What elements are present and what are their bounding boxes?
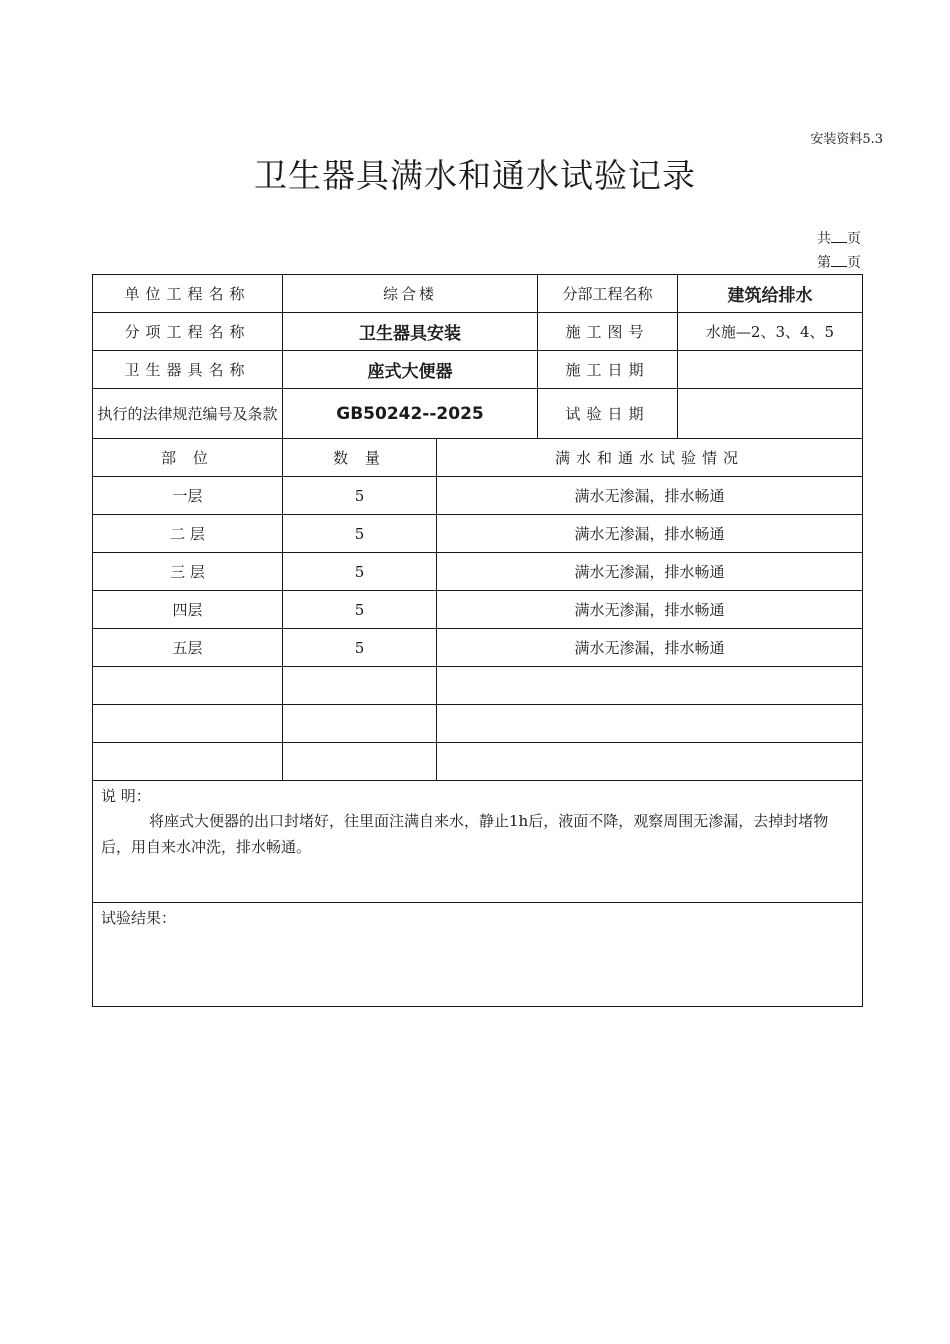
row-result[interactable]: 满水无渗漏，排水畅通 [437,629,863,667]
row-count[interactable] [283,743,437,781]
division-label: 分部工程名称 [538,275,678,313]
row-location[interactable]: 四层 [93,591,283,629]
column-header-count: 数 量 [283,439,437,477]
standard-value[interactable]: GB50242--2025 [283,389,538,439]
notes-section[interactable] [93,781,863,903]
row-result[interactable]: 满水无渗漏，排水畅通 [437,515,863,553]
test-date-value[interactable] [678,389,863,439]
construction-date-value[interactable] [678,351,863,389]
record-form [92,274,862,1007]
construction-date-label: 施工日期 [538,351,678,389]
drawing-label: 施工图号 [538,313,678,351]
page-title: 卫生器具满水和通水试验记录 [254,156,696,195]
test-date-label: 试验日期 [538,389,678,439]
subitem-value[interactable]: 卫生器具安装 [283,313,538,351]
row-count[interactable]: 5 [283,629,437,667]
row-result[interactable] [437,705,863,743]
table-row [93,515,863,553]
row-location[interactable] [93,667,283,705]
column-header-location: 部 位 [93,439,283,477]
test-table [92,438,863,1007]
row-count[interactable]: 5 [283,477,437,515]
row-count[interactable] [283,667,437,705]
row-location[interactable] [93,743,283,781]
notes-text: 将座式大便器的出口封堵好，往里面注满自来水，静止1h后，液面不降，观察周围无渗漏，去掉封堵物后，用自来水冲洗，排水畅通。 [101,812,829,856]
row-location[interactable]: 二 层 [93,515,283,553]
drawing-value[interactable]: 水施—2、3、4、5 [678,313,863,351]
row-result[interactable]: 满水无渗漏，排水畅通 [437,591,863,629]
notes-label: 说 明： [101,787,151,805]
row-result[interactable]: 满水无渗漏，排水畅通 [437,477,863,515]
row-location[interactable] [93,705,283,743]
table-row [93,591,863,629]
subitem-label: 分项工程名称 [93,313,283,351]
division-value[interactable]: 建筑给排水 [678,275,863,313]
result-section[interactable] [93,903,863,1007]
row-location[interactable]: 一层 [93,477,283,515]
standard-label: 执行的法律规范编号及条款 [93,389,283,439]
unit-project-label: 单位工程名称 [93,275,283,313]
table-row [93,705,863,743]
row-count[interactable]: 5 [283,553,437,591]
unit-project-value[interactable]: 综合楼 [283,275,538,313]
result-label: 试验结果： [101,909,177,927]
row-count[interactable] [283,705,437,743]
row-count[interactable]: 5 [283,515,437,553]
column-header-result: 满水和通水试验情况 [437,439,863,477]
page-total: 共 页 [817,231,861,247]
header-table [92,274,863,439]
row-count[interactable]: 5 [283,591,437,629]
fixture-label: 卫生器具名称 [93,351,283,389]
table-row [93,553,863,591]
table-row [93,667,863,705]
row-location[interactable]: 五层 [93,629,283,667]
table-row [93,629,863,667]
fixture-value[interactable]: 座式大便器 [283,351,538,389]
row-result[interactable]: 满水无渗漏，排水畅通 [437,553,863,591]
document-reference: 安装资料5.3 [810,132,883,147]
page-current: 第 页 [817,255,861,271]
row-location[interactable]: 三 层 [93,553,283,591]
row-result[interactable] [437,667,863,705]
table-row [93,743,863,781]
table-row [93,477,863,515]
row-result[interactable] [437,743,863,781]
